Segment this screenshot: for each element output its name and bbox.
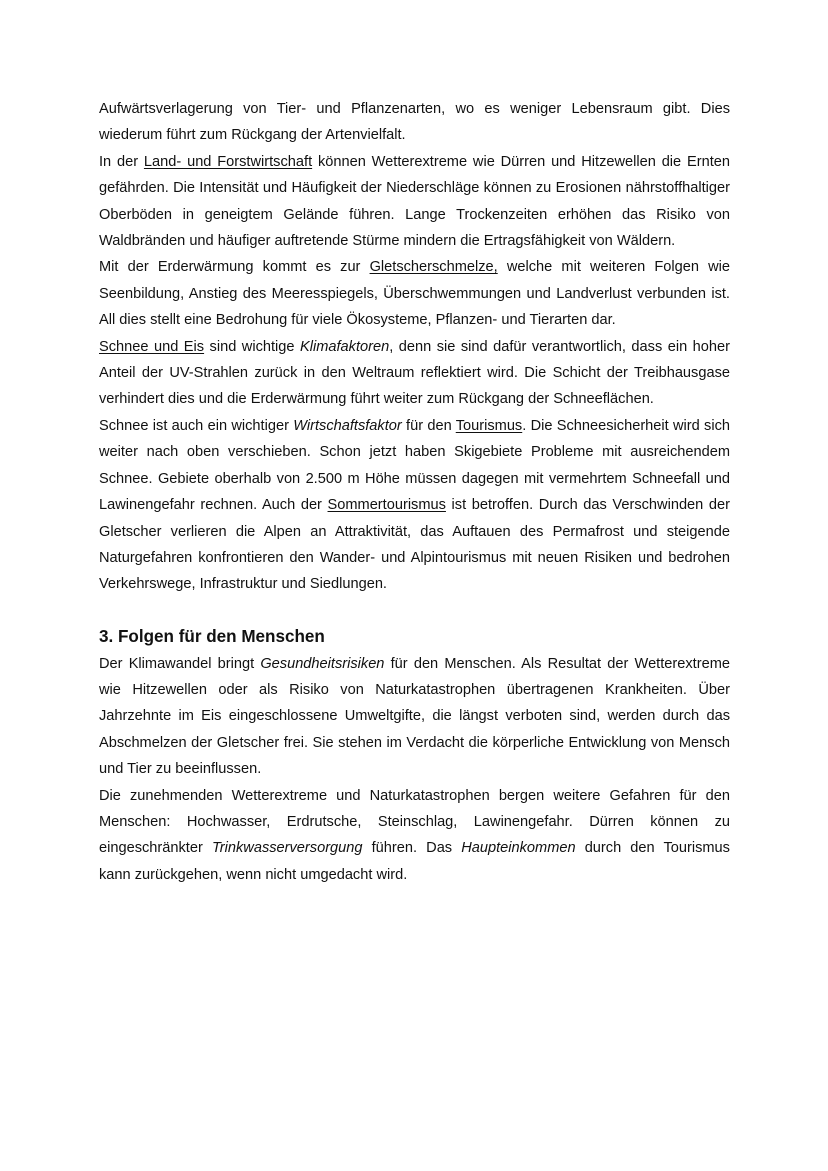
underlined-term-schnee-eis: Schnee und Eis: [99, 338, 205, 355]
italic-term-wirtschaftsfaktor: Wirtschaftsfaktor: [293, 417, 402, 434]
italic-term-haupteinkommen: Haupteinkommen: [461, 840, 576, 857]
section-heading-folgen-menschen: 3. Folgen für den Menschen: [99, 627, 325, 647]
text-run: Mit der Erderwärmung kommt es zur: [99, 259, 370, 276]
text-run: Schnee ist auch ein wichtiger: [99, 417, 294, 434]
paragraph-artenvielfalt: [99, 96, 730, 149]
underlined-term-tourismus: Tourismus: [455, 417, 523, 434]
italic-term-trinkwasserversorgung: Trinkwasserversorgung: [211, 840, 363, 857]
text-run: Aufwärtsverlagerung von Tier- und Pflanzenarten, wo es weniger Lebensraum gibt. Dies wiederum führt zum Rückgang der Artenvielfalt.: [99, 101, 730, 144]
paragraph-gefahren: [99, 783, 730, 889]
underlined-term-sommertourismus: Sommertourismus: [327, 497, 446, 514]
text-run: ist betroffen. Durch das Verschwinden der Gletscher verlieren die Alpen an Attraktivität, das Auftauen des Permafrost und steigende Naturgefahren konfrontieren den Wander- und Alpintourismus mit neuen Risiken und bedrohen Verkehrswege, Infrastruktur und Siedlungen.: [99, 497, 730, 593]
text-run: Die zunehmenden Wetterextreme und Naturkatastrophen bergen weitere Gefahren für den Menschen: Hochwasser, Erdrutsche, Steinschlag, Lawinengefahr. Dürren können zu eingeschränkter: [99, 787, 730, 857]
text-run: sind wichtige: [204, 338, 301, 355]
text-run: In der: [99, 153, 144, 170]
text-run: für den: [401, 417, 456, 434]
text-run: können Wetterextreme wie Dürren und Hitzewellen die Ernten gefährden. Die Intensität und Häufigkeit der Niederschläge können zu Erosionen nährstoffhaltiger Oberböden in geneigtem Gelände führen. Lange Trockenzeiten erhöhen das Risiko von Waldbränden und häufiger auftretende Stürme mindern die Ertragsfähigkeit von Wäldern.: [99, 153, 730, 250]
underlined-term-gletscherschmelze: Gletscherschmelze,: [369, 259, 498, 276]
text-run: führen. Das: [362, 840, 462, 857]
paragraph-tourismus: [99, 413, 730, 598]
text-run: . Die Schneesicherheit wird sich weiter nach oben verschieben. Schon jetzt haben Skigebiete Probleme mit ausreichendem Schnee. Gebiete oberhalb von 2.500 m Höhe müssen dagegen mit vermehrtem Schneefall und Lawinengefahr rechnen. Auch der: [99, 417, 730, 514]
text-run: Der Klimawandel bringt: [99, 655, 261, 672]
paragraph-schnee-eis: [99, 334, 730, 413]
paragraph-gesundheitsrisiken: [99, 651, 730, 783]
text-run: für den Menschen. Als Resultat der Wetterextreme wie Hitzewellen oder als Risiko von Naturkatastrophen übertragenen Krankheiten. Über Jahrzehnte im Eis eingeschlossene Umweltgifte, die längst verboten sind, werden durch das Abschmelzen der Gletscher frei. Sie stehen im Verdacht die körperliche Entwicklung von Mensch und Tier zu beeinflussen.: [99, 655, 730, 778]
underlined-term-land-forstwirtschaft: Land- und Forstwirtschaft: [143, 153, 313, 170]
text-run: welche mit weiteren Folgen wie Seenbildung, Anstieg des Meeresspiegels, Überschwemmungen und Landverlust verbunden ist. All dies stellt eine Bedrohung für viele Ökosysteme, Pflanzen- und Tierarten dar.: [99, 259, 730, 329]
italic-term-klimafaktoren: Klimafaktoren: [300, 338, 390, 355]
text-run: durch den Tourismus kann zurückgehen, wenn nicht umgedacht wird.: [99, 840, 730, 883]
paragraph-land-forstwirtschaft: [99, 149, 730, 255]
text-run: , denn sie sind dafür verantwortlich, dass ein hoher Anteil der UV-Strahlen zurück in den Weltraum reflektiert wird. Die Schicht der Treibhausgase verhindert dies und die Erderwärmung führt weiter zum Rückgang der Schneeflächen.: [99, 338, 730, 408]
paragraph-gletscherschmelze: [99, 254, 730, 333]
italic-term-gesundheitsrisiken: Gesundheitsrisiken: [260, 655, 385, 672]
document-page: [99, 96, 730, 888]
